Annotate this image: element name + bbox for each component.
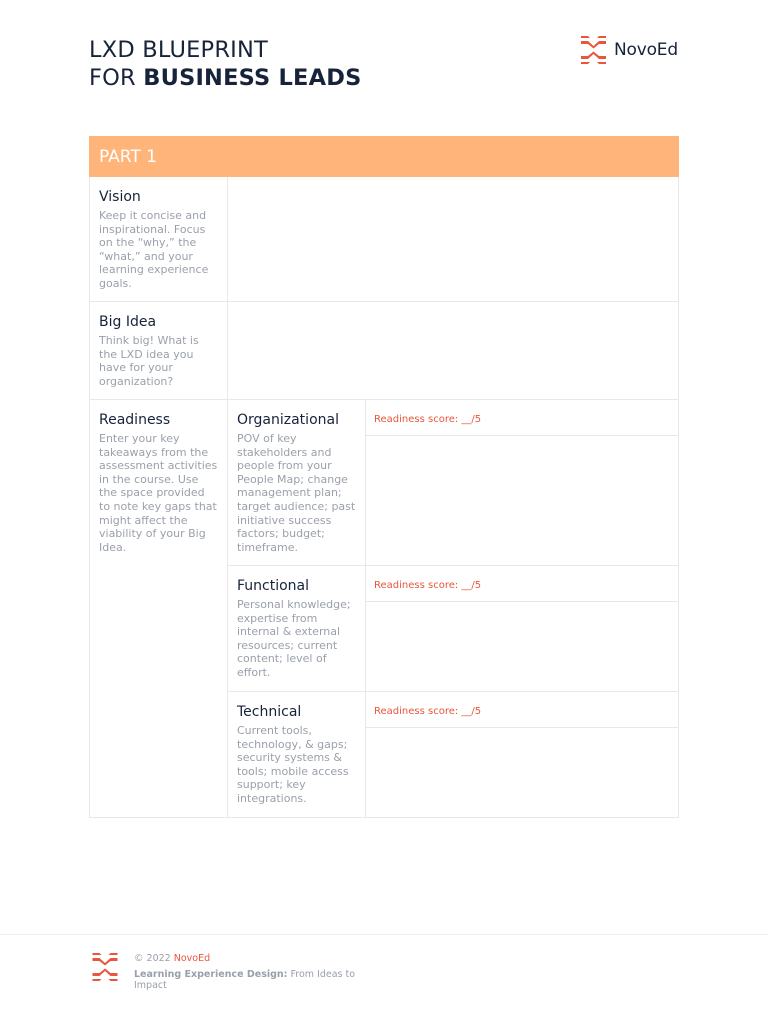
organizational-cell — [228, 400, 365, 566]
copyright-brand: NovoEd — [173, 953, 211, 964]
logo-text: NovoEd — [614, 40, 678, 60]
vision-row — [89, 177, 679, 302]
vision-desc: Keep it concise and inspirational. Focus on the “why,” the “what,” and your learning experience goals. — [99, 209, 209, 290]
footer-course — [134, 969, 374, 992]
title-line-2 — [89, 64, 361, 92]
novoed-logo — [581, 36, 678, 64]
course-rest: From Ideas to Impact — [134, 968, 356, 991]
organizational-score-block — [366, 400, 678, 566]
technical-cell — [228, 692, 365, 816]
part-header: PART 1 — [89, 136, 679, 177]
organizational-notes-field[interactable] — [366, 436, 678, 565]
functional-score-block — [366, 566, 678, 692]
course-bold: Learning Experience Design: — [134, 968, 288, 980]
readiness-scores — [366, 400, 678, 817]
functional-score-label: Readiness score: __/5 — [366, 566, 678, 602]
organizational-score-label: Readiness score: __/5 — [366, 400, 678, 436]
readiness-label-cell — [90, 400, 228, 817]
readiness-desc: Enter your key takeaways from the assessment activities in the course. Use the space provided to note key gaps that might affect the viability of your Big Idea. — [99, 432, 218, 554]
functional-notes-field[interactable] — [366, 602, 678, 691]
vision-label-cell — [90, 177, 228, 301]
blueprint-table — [89, 136, 679, 818]
document-title — [89, 36, 361, 92]
big-idea-title: Big Idea — [99, 314, 157, 330]
readiness-row — [89, 400, 679, 818]
footer-copyright — [134, 953, 374, 965]
title-bold: BUSINESS LEADS — [143, 65, 362, 91]
technical-score-block — [366, 692, 678, 816]
novoed-logo-icon — [581, 36, 606, 64]
big-idea-label-cell — [90, 302, 228, 399]
readiness-title: Readiness — [99, 412, 171, 428]
title-line-1: LXD BLUEPRINT — [89, 37, 268, 63]
title-prefix: FOR — [89, 65, 144, 91]
organizational-desc: POV of key stakeholders and people from your People Map; change management plan; target audience; past initiative success factors; budget; timeframe. — [237, 432, 356, 554]
functional-cell — [228, 566, 365, 692]
footer-divider — [0, 934, 768, 935]
big-idea-desc: Think big! What is the LXD idea you have for your organization? — [99, 334, 199, 388]
copyright-prefix: © 2022 — [134, 953, 174, 964]
functional-desc: Personal knowledge; expertise from internal & external resources; current content; level of effort. — [237, 598, 351, 679]
readiness-categories — [228, 400, 366, 817]
big-idea-row — [89, 302, 679, 400]
technical-desc: Current tools, technology, & gaps; security systems & tools; mobile access support; key integrations. — [237, 724, 349, 805]
technical-score-label: Readiness score: __/5 — [366, 692, 678, 728]
technical-notes-field[interactable] — [366, 728, 678, 815]
vision-answer-field[interactable] — [228, 177, 678, 301]
functional-title: Functional — [237, 578, 310, 594]
technical-title: Technical — [237, 704, 302, 720]
organizational-title: Organizational — [237, 412, 339, 428]
footer-logo-icon — [91, 953, 119, 981]
vision-title: Vision — [99, 189, 141, 205]
footer-text — [134, 953, 374, 992]
big-idea-answer-field[interactable] — [228, 302, 678, 399]
